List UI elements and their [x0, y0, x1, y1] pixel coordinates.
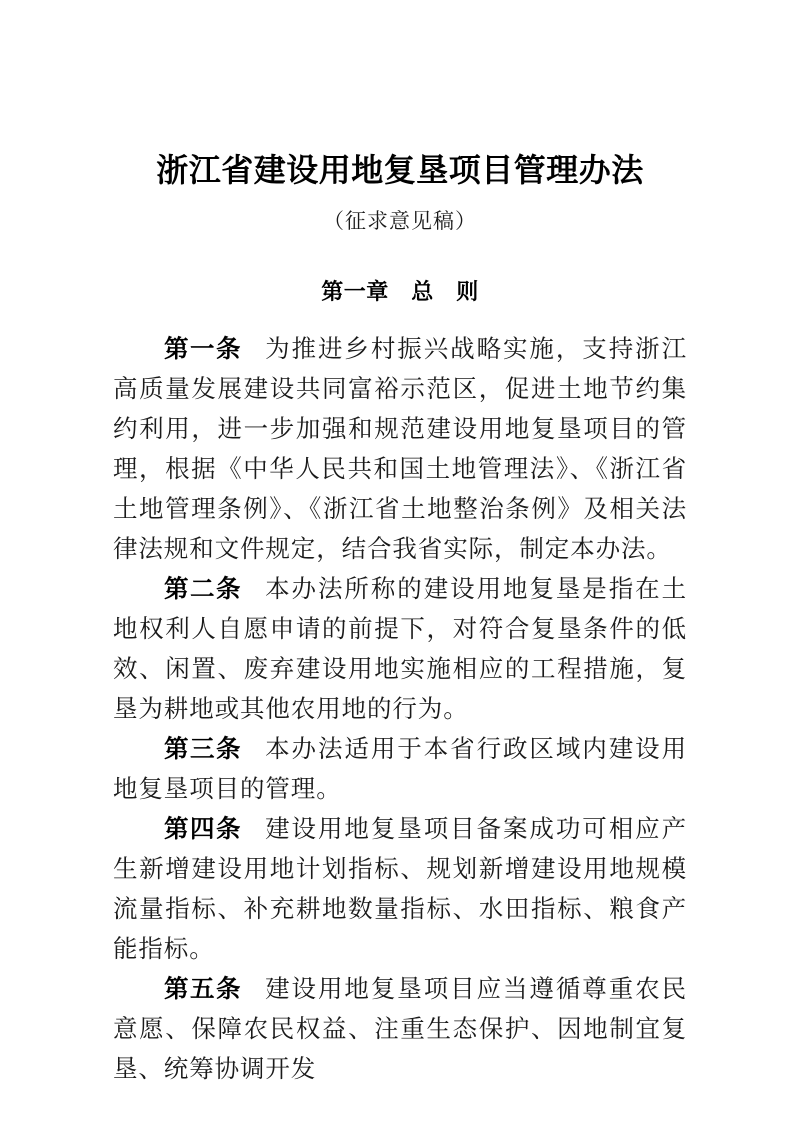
article-paragraph [113, 570, 687, 730]
chapter-heading: 第一章 总 则 [321, 279, 479, 304]
article-paragraph [113, 810, 687, 970]
article-paragraph [113, 970, 687, 1090]
article-label: 第二条 [164, 576, 243, 603]
article-label: 第五条 [164, 976, 243, 1003]
article-label: 第一条 [164, 336, 243, 363]
title-block [0, 148, 800, 236]
article-text: 建设用地复垦项目备案成功可相应产生新增建设用地计划指标、规划新增建设用地规模流量指标、补充耕地数量指标、水田指标、粮食产能指标。 [113, 816, 687, 963]
article-label: 第四条 [164, 816, 243, 843]
article-text: 建设用地复垦项目应当遵循尊重农民意愿、保障农民权益、注重生态保护、因地制宜复垦、统筹协调开发 [113, 976, 687, 1083]
article-paragraph [113, 330, 687, 570]
document-body [113, 330, 687, 1090]
document-subtitle: （征求意见稿） [323, 209, 477, 233]
article-label: 第三条 [164, 736, 243, 763]
article-text: 为推进乡村振兴战略实施，支持浙江高质量发展建设共同富裕示范区，促进土地节约集约利用，进一步加强和规范建设用地复垦项目的管理，根据《中华人民共和国土地管理法》、《浙江省土地管理条例》、《浙江省土地整治条例》及相关法律法规和文件规定，结合我省实际，制定本办法。 [113, 336, 687, 563]
page-title: 浙江省建设用地复垦项目管理办法 [156, 152, 644, 188]
article-text: 本办法所称的建设用地复垦是指在土地权利人自愿申请的前提下，对符合复垦条件的低效、闲置、废弃建设用地实施相应的工程措施，复垦为耕地或其他农用地的行为。 [113, 576, 687, 723]
article-text: 本办法适用于本省行政区域内建设用地复垦项目的管理。 [113, 736, 687, 803]
article-paragraph [113, 730, 687, 810]
